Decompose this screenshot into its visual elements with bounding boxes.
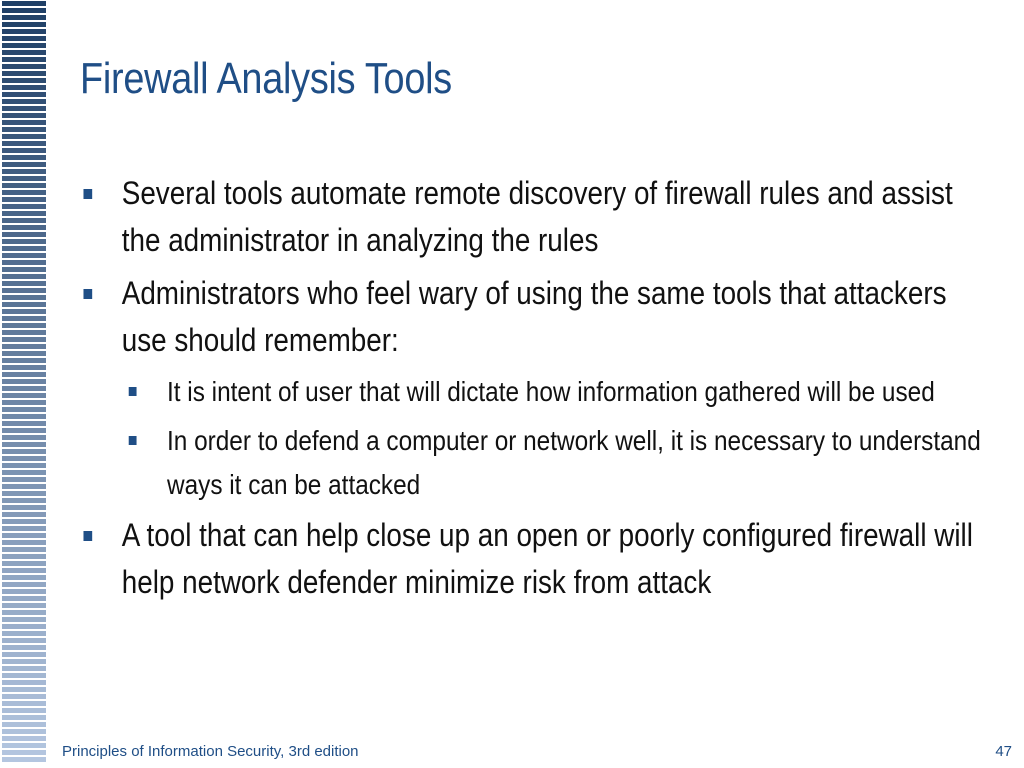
slide-content (80, 170, 985, 612)
decorative-stripe (2, 204, 46, 209)
decorative-stripe (2, 393, 46, 398)
decorative-stripe (2, 428, 46, 433)
decorative-stripe (2, 330, 46, 335)
decorative-stripe (2, 190, 46, 195)
decorative-stripe (2, 260, 46, 265)
sub-bullet-text: It is intent of user that will dictate how information gathered will be used (167, 376, 935, 407)
sub-bullet-item (125, 370, 985, 414)
decorative-stripe (2, 757, 46, 762)
decorative-stripe (2, 526, 46, 531)
decorative-stripe (2, 547, 46, 552)
decorative-stripe (2, 617, 46, 622)
decorative-stripe (2, 323, 46, 328)
decorative-stripe (2, 491, 46, 496)
bullet-item (80, 170, 985, 264)
decorative-stripe (2, 610, 46, 615)
bullet-text: Administrators who feel wary of using the same tools that attackers use should remember: (121, 275, 947, 358)
decorative-stripe (2, 50, 46, 55)
bullet-item (80, 270, 985, 364)
decorative-stripe (2, 435, 46, 440)
decorative-stripe (2, 680, 46, 685)
decorative-stripe (2, 36, 46, 41)
decorative-stripe (2, 211, 46, 216)
decorative-stripe (2, 113, 46, 118)
decorative-stripe (2, 246, 46, 251)
decorative-stripe (2, 575, 46, 580)
decorative-stripe (2, 197, 46, 202)
decorative-stripe (2, 232, 46, 237)
decorative-stripe (2, 729, 46, 734)
decorative-stripe (2, 225, 46, 230)
decorative-stripe (2, 288, 46, 293)
decorative-stripe (2, 519, 46, 524)
decorative-stripe (2, 57, 46, 62)
bullet-item (80, 512, 985, 606)
decorative-stripe (2, 470, 46, 475)
decorative-stripe (2, 750, 46, 755)
sub-bullet-text: In order to defend a computer or network well, it is necessary to understand ways it can be attacked (167, 425, 981, 500)
decorative-stripe (2, 281, 46, 286)
decorative-stripe (2, 344, 46, 349)
decorative-stripe (2, 15, 46, 20)
decorative-stripe (2, 218, 46, 223)
decorative-stripe (2, 477, 46, 482)
decorative-stripe (2, 498, 46, 503)
decorative-stripe (2, 722, 46, 727)
decorative-stripe (2, 148, 46, 153)
decorative-stripe (2, 85, 46, 90)
decorative-stripe (2, 92, 46, 97)
decorative-stripe (2, 127, 46, 132)
decorative-stripe (2, 134, 46, 139)
square-bullet-icon (83, 531, 92, 541)
decorative-stripe (2, 64, 46, 69)
bullet-text: A tool that can help close up an open or poorly configured firewall will help network defender minimize risk from attack (121, 517, 973, 600)
decorative-stripe (2, 43, 46, 48)
decorative-stripe (2, 351, 46, 356)
decorative-stripe (2, 645, 46, 650)
decorative-stripe (2, 253, 46, 258)
decorative-stripe (2, 29, 46, 34)
decorative-stripe (2, 463, 46, 468)
decorative-stripe (2, 540, 46, 545)
decorative-stripe (2, 512, 46, 517)
decorative-stripe (2, 302, 46, 307)
decorative-stripe-bar (0, 0, 50, 768)
decorative-stripe (2, 694, 46, 699)
decorative-stripe (2, 71, 46, 76)
decorative-stripe (2, 561, 46, 566)
decorative-stripe (2, 715, 46, 720)
decorative-stripe (2, 309, 46, 314)
decorative-stripe (2, 484, 46, 489)
decorative-stripe (2, 365, 46, 370)
decorative-stripe (2, 400, 46, 405)
decorative-stripe (2, 414, 46, 419)
decorative-stripe (2, 701, 46, 706)
decorative-stripe (2, 631, 46, 636)
decorative-stripe (2, 666, 46, 671)
decorative-stripe (2, 267, 46, 272)
decorative-stripe (2, 358, 46, 363)
slide-title: Firewall Analysis Tools (80, 54, 452, 103)
decorative-stripe (2, 743, 46, 748)
decorative-stripe (2, 687, 46, 692)
sub-bullet-item (125, 419, 985, 507)
decorative-stripe (2, 183, 46, 188)
decorative-stripe (2, 106, 46, 111)
decorative-stripe (2, 554, 46, 559)
decorative-stripe (2, 379, 46, 384)
decorative-stripe (2, 141, 46, 146)
decorative-stripe (2, 169, 46, 174)
page-number: 47 (995, 743, 1012, 760)
decorative-stripe (2, 372, 46, 377)
decorative-stripe (2, 1, 46, 6)
decorative-stripe (2, 603, 46, 608)
decorative-stripe (2, 652, 46, 657)
decorative-stripe (2, 638, 46, 643)
decorative-stripe (2, 659, 46, 664)
decorative-stripe (2, 421, 46, 426)
decorative-stripe (2, 337, 46, 342)
footer-source: Principles of Information Security, 3rd edition (62, 743, 359, 760)
decorative-stripe (2, 176, 46, 181)
decorative-stripe (2, 582, 46, 587)
decorative-stripe (2, 295, 46, 300)
decorative-stripe (2, 673, 46, 678)
square-bullet-icon (83, 189, 92, 199)
square-bullet-icon (129, 387, 137, 396)
decorative-stripe (2, 162, 46, 167)
decorative-stripe (2, 316, 46, 321)
decorative-stripe (2, 442, 46, 447)
decorative-stripe (2, 274, 46, 279)
square-bullet-icon (83, 289, 92, 299)
decorative-stripe (2, 78, 46, 83)
decorative-stripe (2, 533, 46, 538)
decorative-stripe (2, 407, 46, 412)
decorative-stripe (2, 8, 46, 13)
decorative-stripe (2, 456, 46, 461)
decorative-stripe (2, 568, 46, 573)
decorative-stripe (2, 449, 46, 454)
decorative-stripe (2, 99, 46, 104)
decorative-stripe (2, 386, 46, 391)
decorative-stripe (2, 505, 46, 510)
decorative-stripe (2, 624, 46, 629)
decorative-stripe (2, 155, 46, 160)
decorative-stripe (2, 589, 46, 594)
decorative-stripe (2, 239, 46, 244)
decorative-stripe (2, 120, 46, 125)
decorative-stripe (2, 596, 46, 601)
square-bullet-icon (129, 436, 137, 445)
decorative-stripe (2, 736, 46, 741)
decorative-stripe (2, 22, 46, 27)
bullet-text: Several tools automate remote discovery of firewall rules and assist the administrator in analyzing the rules (121, 175, 953, 258)
decorative-stripe (2, 708, 46, 713)
